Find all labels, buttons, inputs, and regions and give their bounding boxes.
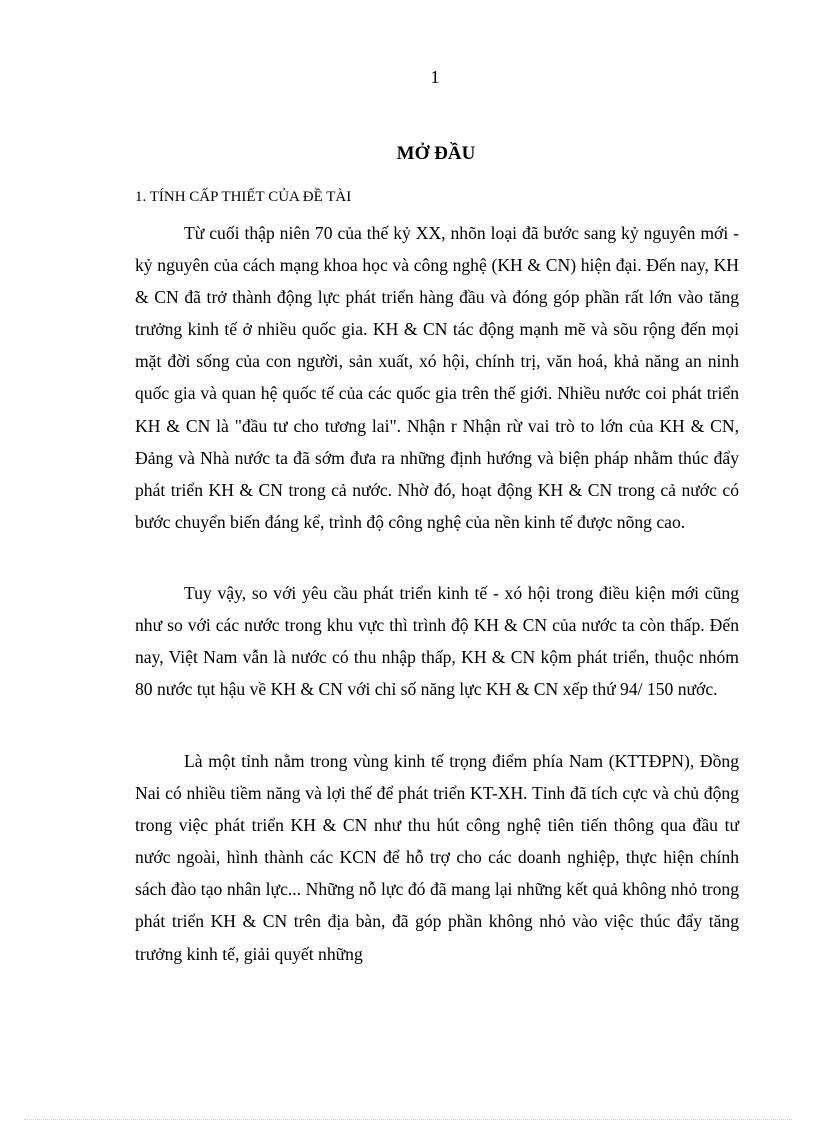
paragraph: Từ cuối thập niên 70 của thế kỷ XX, nhõn loại đã bước sang kỷ nguyên mới - kỷ nguyên của cách mạng khoa học và công nghệ (KH & CN) hiện đại. Đến nay, KH & CN đã trở thành động lực phát triển hàng đầu và đóng góp phần rất lớn vào tăng trưởng kinh tế ở nhiều quốc gia. KH & CN tác động mạnh mẽ và sõu rộng đến mọi mặt đời sống của con người, sản xuất, xó hội, chính trị, văn hoá, khả năng an ninh quốc gia và quan hệ quốc tế của các quốc gia trên thế giới. Nhiều nước coi phát triển KH & CN là "đầu tư cho tương lai". Nhận r Nhận rừ vai trò to lớn của KH & CN, Đảng và Nhà nước ta đã sớm đưa ra những định hướng và biện pháp nhằm thúc đẩy phát triển KH & CN trong cả nước. Nhờ đó, hoạt động KH & CN trong cả nước có bước chuyển biến đáng kể, trình độ công nghệ của nền kinh tế được nõng cao. <box>135 223 739 532</box>
paragraph: Tuy vậy, so với yêu cầu phát triển kinh tế - xó hội trong điều kiện mới cũng như so với các nước trong khu vực thì trình độ KH & CN của nước ta còn thấp. Đến nay, Việt Nam vẫn là nước có thu nhập thấp, KH & CN kộm phát triển, thuộc nhóm 80 nước tụt hậu về KH & CN với chỉ số năng lực KH & CN xếp thứ 94/ 150 nước. <box>135 583 739 700</box>
paragraph-block-1 <box>135 217 739 538</box>
paragraph-block-3 <box>135 745 739 970</box>
paragraph: Là một tỉnh nằm trong vùng kinh tế trọng điểm phía Nam (KTTĐPN), Đồng Nai có nhiều tiềm năng và lợi thế để phát triển KT-XH. Tỉnh đã tích cực và chủ động trong việc phát triển KH & CN như thu hút công nghệ tiên tiến thông qua đầu tư nước ngoài, hình thành các KCN để hỗ trợ cho các doanh nghiệp, thực hiện chính sách đào tạo nhân lực... Những nỗ lực đó đã mang lại những kết quả không nhỏ trong phát triển KH & CN trên địa bàn, đã góp phần không nhỏ vào việc thúc đẩy tăng trưởng kinh tế, giải quyết những <box>135 751 739 964</box>
page-bottom-rule <box>24 1119 792 1120</box>
paragraph-block-2 <box>135 577 739 705</box>
section-heading: 1. TÍNH CẤP THIẾT CỦA ĐỀ TÀI <box>135 189 352 205</box>
page-title: MỞ ĐẦU <box>396 143 476 164</box>
page-number: 1 <box>430 67 440 87</box>
